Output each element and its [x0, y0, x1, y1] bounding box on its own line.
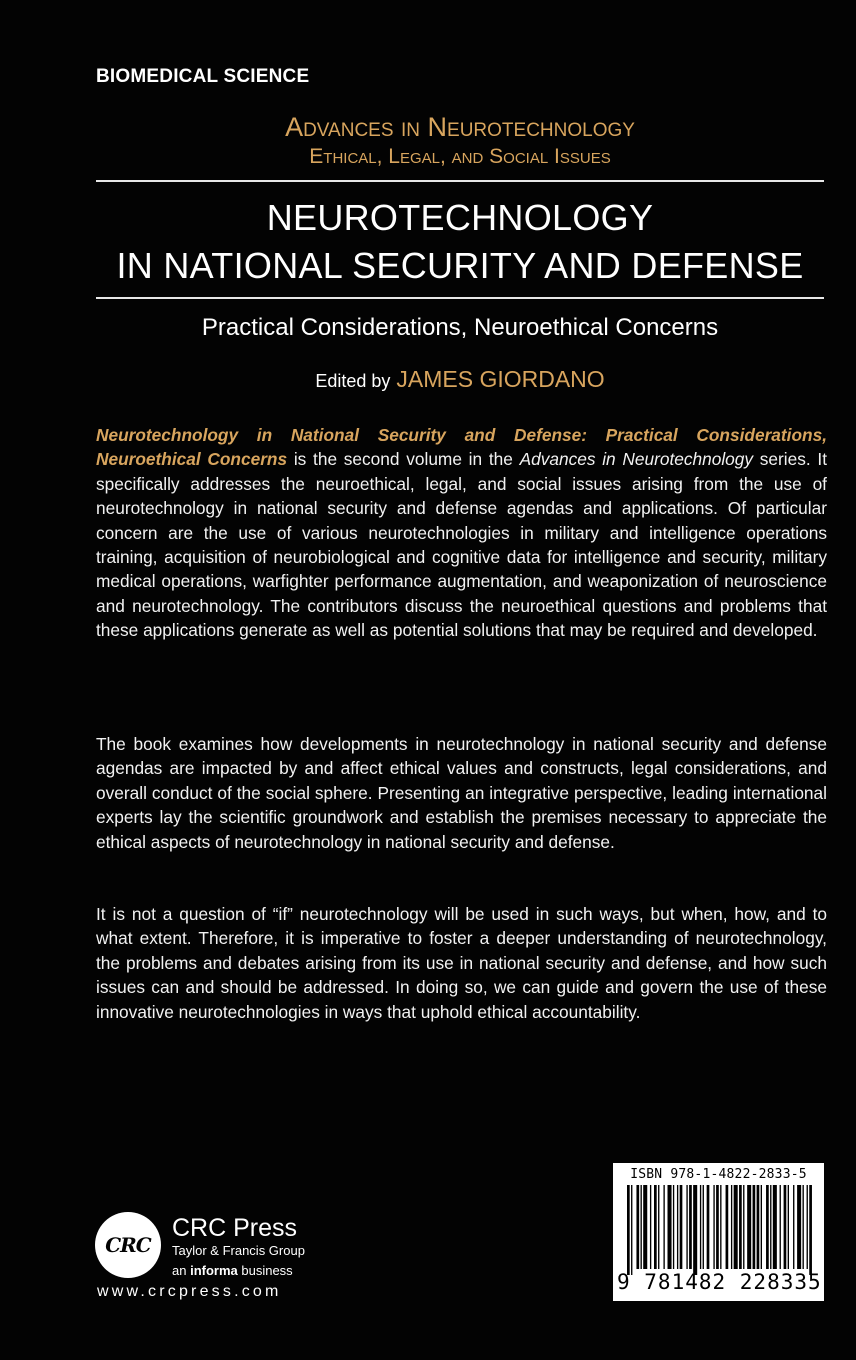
- top-divider: [96, 180, 824, 182]
- barcode-bar: [734, 1185, 738, 1269]
- barcode-bar: [747, 1185, 751, 1269]
- publisher-name: CRC Press: [172, 1214, 298, 1242]
- series-name-italic: Advances in Neurotechnology: [519, 449, 754, 470]
- barcode-bar: [689, 1185, 692, 1269]
- description-paragraph-3: It is not a question of “if” neurotechnology will be used in such ways, but when, how, and to what extent. Therefore, it is imperative to foster a deeper understanding of neurotechnology, the problems and debates arising from its use in national security and defense, and how such issues can and should be addressed. In doing so, we can guide and govern the use of these innovative neurotechnologies in ways that uphold ethical accountability.: [96, 904, 827, 1022]
- informa-suffix: business: [237, 1263, 293, 1278]
- book-title-line2: IN NATIONAL SECURITY AND DEFENSE: [116, 245, 804, 286]
- barcode-bar: [636, 1185, 639, 1269]
- barcode-bar: [668, 1185, 672, 1269]
- barcode-bar: [731, 1185, 732, 1269]
- barcode-bar: [707, 1185, 710, 1269]
- barcode-bar: [720, 1185, 721, 1269]
- barcode-bar: [654, 1185, 657, 1269]
- barcode-bar: [677, 1185, 678, 1269]
- barcode-bar: [641, 1185, 642, 1269]
- barcode-bar: [680, 1185, 683, 1269]
- barcode-bar: [658, 1185, 659, 1269]
- book-title-highlight: Neurotechnology in National Security and Defense: Practical Considerations, Neuroethical Concerns: [96, 425, 827, 470]
- barcode-bar: [788, 1185, 789, 1269]
- barcode-bar: [793, 1185, 794, 1269]
- editor-credit: [96, 366, 824, 393]
- barcode-bar: [643, 1185, 647, 1269]
- barcode-bar: [716, 1185, 719, 1269]
- barcode-digits: 9 781482 228335: [617, 1270, 822, 1294]
- publisher-url: www.crcpress.com: [97, 1283, 282, 1300]
- barcode-bar: [663, 1185, 664, 1269]
- crc-logo: [95, 1212, 161, 1278]
- editor-name: JAMES GIORDANO: [396, 366, 605, 392]
- barcode-bar: [803, 1185, 804, 1269]
- barcode-bar: [770, 1185, 771, 1269]
- barcode-bar: [753, 1185, 756, 1269]
- editor-prefix: Edited by: [315, 371, 391, 391]
- barcode-bar: [743, 1185, 744, 1269]
- barcode-bar: [673, 1185, 674, 1269]
- barcode-bar: [713, 1185, 714, 1269]
- barcode-bar: [784, 1185, 787, 1269]
- barcode-bar: [739, 1185, 742, 1269]
- barcode-bar: [757, 1185, 760, 1269]
- publisher-group: Taylor & Francis Group: [172, 1243, 305, 1258]
- publisher-informa: [172, 1263, 293, 1278]
- barcode-bar: [773, 1185, 777, 1269]
- barcode-bar: [693, 1185, 697, 1275]
- barcode-bar: [703, 1185, 704, 1269]
- barcode-bar: [700, 1185, 701, 1269]
- barcode-bar: [809, 1185, 812, 1275]
- barcode-bar: [650, 1185, 651, 1269]
- barcode-bar: [761, 1185, 762, 1269]
- series-title: Advances in Neurotechnology: [285, 112, 635, 142]
- crc-logo-text: CRC: [105, 1233, 151, 1257]
- description-paragraph-2: The book examines how developments in neurotechnology in national security and defense agendas are impacted by and affect ethical values and constructs, legal considerations, and overall conduct of the social sphere. Presenting an integrative perspective, leading international experts lay the scientific groundwork and establish the premises necessary to appreciate the ethical aspects of neurotechnology in national security and defense.: [96, 734, 827, 852]
- p1-text-a: is the second volume in the: [287, 449, 520, 470]
- barcode-bar: [807, 1185, 808, 1269]
- book-subtitle: Practical Considerations, Neuroethical Concerns: [201, 314, 719, 341]
- barcode-bar: [766, 1185, 769, 1269]
- category-label: BIOMEDICAL SCIENCE: [96, 66, 310, 87]
- barcode-bar: [726, 1185, 729, 1269]
- series-subtitle: Ethical, Legal, and Social Issues: [309, 145, 611, 168]
- informa-bold: informa: [190, 1263, 238, 1278]
- isbn-barcode: [613, 1163, 824, 1301]
- isbn-label: ISBN 978-1-4822-2833-5: [630, 1167, 807, 1182]
- barcode-bar: [686, 1185, 687, 1269]
- informa-prefix: an: [172, 1263, 191, 1278]
- bottom-divider: [96, 297, 824, 299]
- book-title-line1: NEUROTECHNOLOGY: [266, 197, 654, 238]
- barcode-bar: [631, 1185, 632, 1275]
- barcode-bar: [797, 1185, 801, 1269]
- barcode-bars: [627, 1185, 813, 1275]
- description-paragraph-1: [96, 423, 827, 643]
- p1-text-b: series. It specifically addresses the neuroethical, legal, and social issues arising from the use of neurotechnology in national security and defense agendas and applications. Of particular concern are the use of various neurotechnologies in military and intelligence operations training, acquisition of neurobiological and cognitive data for intelligence and security, military medical operations, warfighter performance augmentation, and weaponization of neuroscience and neurotechnology. The contributors discuss the neuroethical questions and problems that these applications generate as well as potential solutions that may be required and developed.: [96, 449, 827, 641]
- barcode-bar: [627, 1185, 630, 1275]
- barcode-bar: [780, 1185, 781, 1269]
